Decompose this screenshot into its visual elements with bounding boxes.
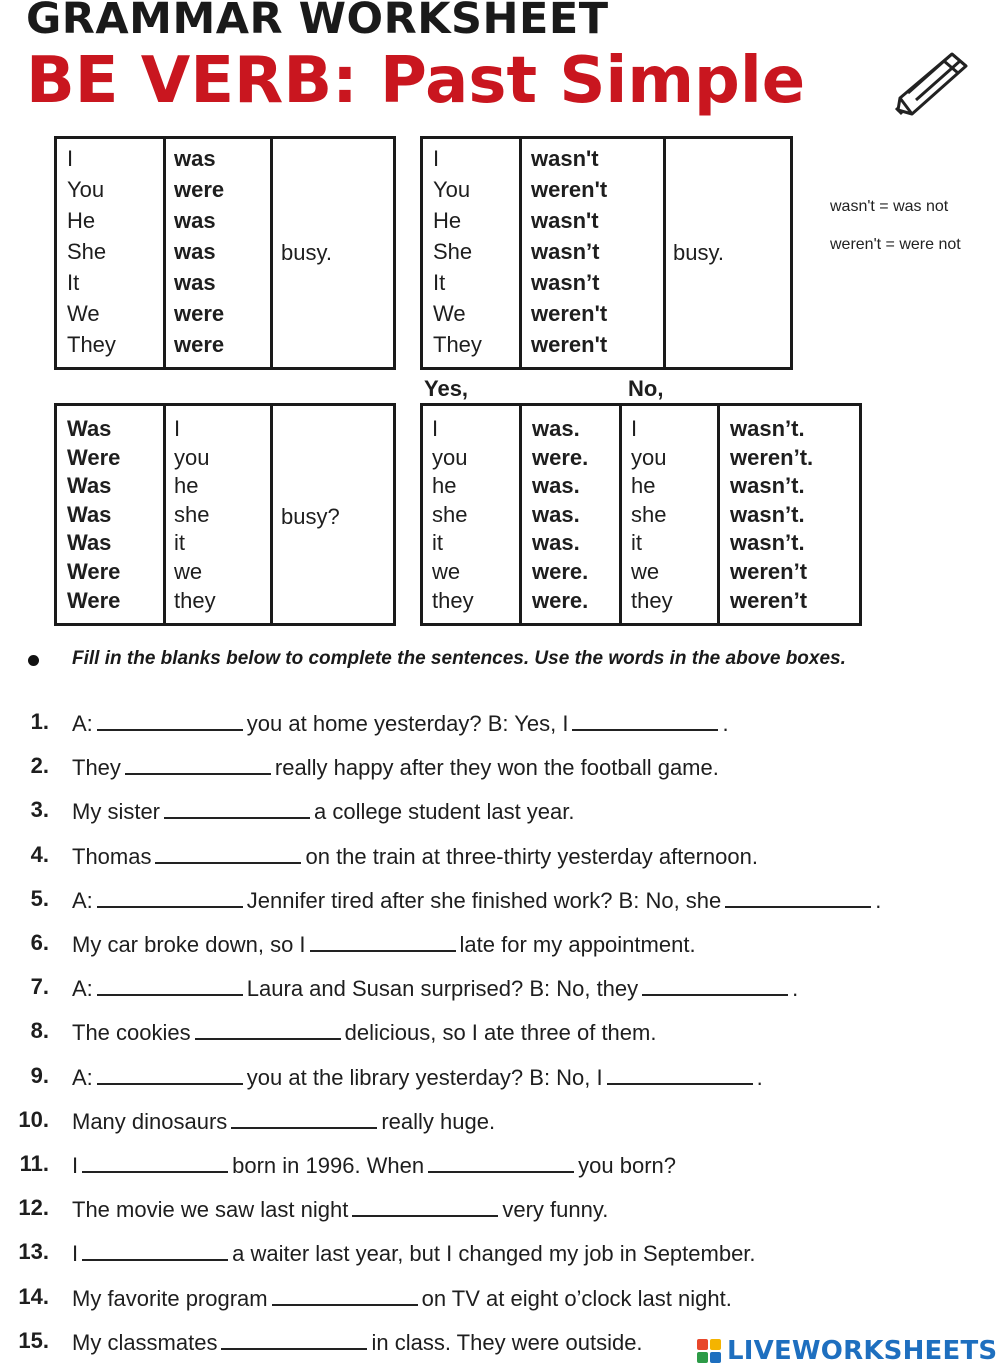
bullet-icon [28, 655, 39, 666]
affirmative-verbs-item: were [174, 177, 225, 202]
sentence-text: you at the library yesterday? B: No, I [246, 1064, 603, 1090]
sentence-text: . [756, 1064, 763, 1090]
exercise-sentence [72, 1282, 732, 1314]
negative-verbs-item: wasn’t [531, 270, 600, 295]
affirmative-subjects-item: He [67, 208, 96, 233]
exercise-sentence [72, 707, 729, 739]
sentence-text: A: [72, 1064, 93, 1090]
answers-yes_subjects-item: you [432, 444, 468, 470]
column-divider [717, 406, 721, 623]
liveworksheets-wordmark: LIVEWORKSHEETS [727, 1336, 998, 1366]
sentence-text: A: [72, 711, 93, 736]
sentence-text: . [792, 976, 799, 1002]
exercise-number: 11. [19, 1151, 49, 1176]
answer-blank[interactable] [221, 1326, 367, 1350]
column-divider [663, 139, 667, 367]
answer-blank[interactable] [97, 707, 243, 731]
negative-verbs-item: wasn't [531, 146, 599, 171]
answers-no_verbs-item: wasn’t. [730, 501, 805, 527]
answers-no_subjects-item: I [631, 416, 638, 441]
answer-blank[interactable] [155, 840, 301, 864]
exercise-number: 14. [18, 1283, 49, 1309]
sentence-text: They [72, 755, 121, 781]
sentence-text: My classmates [72, 1329, 218, 1355]
exercise-item [0, 1061, 990, 1091]
sentence-text: Thomas [72, 843, 152, 869]
answer-blank[interactable] [97, 972, 243, 996]
question-subjects-item: they [174, 587, 216, 613]
affirmative-verbs-item: was [174, 146, 216, 171]
negative-subjects-item: We [433, 301, 466, 326]
sentence-text: . [875, 887, 882, 913]
sentence-text: on TV at eight o’clock last night. [421, 1285, 732, 1311]
exercise-number: 10. [18, 1106, 49, 1132]
answers-no_subjects-item: you [631, 444, 667, 470]
negative-verbs-item: weren't [531, 332, 608, 357]
exercise-sentence [72, 1326, 643, 1358]
answers-yes_verbs-item: were. [532, 444, 589, 470]
exercise-item [0, 1149, 990, 1179]
answers-yes_verbs-item: was. [532, 530, 580, 556]
question-verbs-item: Were [67, 444, 121, 470]
exercise-sentence [72, 1149, 676, 1181]
answers-yes_verbs-item: was. [532, 416, 580, 441]
liveworksheets-mark-icon [697, 1339, 721, 1363]
answers-no_verbs-item: weren’t. [730, 444, 814, 470]
answers-no_verbs-item: wasn’t. [730, 473, 805, 499]
exercise-number: 3. [30, 797, 49, 823]
negative-verbs-item: weren't [531, 301, 608, 326]
sentence-text: Laura and Susan surprised? B: No, they [246, 976, 639, 1002]
exercise-number: 9. [30, 1062, 49, 1088]
column-divider [519, 139, 523, 367]
answers-yes_verbs-item: was. [532, 501, 580, 527]
answer-blank[interactable] [97, 884, 243, 908]
exercise-item [0, 1105, 990, 1135]
answer-blank[interactable] [231, 1105, 377, 1129]
sentence-text: Many dinosaurs [72, 1108, 228, 1134]
question-verbs-item: Were [67, 559, 121, 584]
negative-complement: busy. [673, 240, 724, 265]
question-subjects-item: we [174, 559, 203, 584]
negative-subjects-item: They [433, 332, 482, 357]
negative-subjects-item: It [433, 270, 446, 295]
sentence-text: I [72, 1153, 79, 1178]
sentence-text: My favorite program [72, 1285, 268, 1311]
column-divider [270, 139, 274, 367]
answer-blank[interactable] [164, 795, 310, 819]
affirmative-verbs-item: was [174, 208, 216, 233]
answer-blank[interactable] [725, 884, 871, 908]
exercise-sentence [72, 1016, 656, 1048]
exercise-sentence [72, 928, 696, 960]
answer-blank[interactable] [642, 972, 788, 996]
answer-blank[interactable] [607, 1061, 753, 1085]
affirmative-verbs-item: was [174, 239, 216, 264]
sentence-text: you at home yesterday? B: Yes, I [246, 711, 569, 736]
answers-no_subjects-item: it [631, 530, 642, 556]
sentence-text: I [72, 1241, 79, 1267]
sentence-text: a college student last year. [314, 799, 575, 825]
sentence-text: born in 1996. When [232, 1153, 425, 1178]
question-verbs-item: Was [67, 473, 112, 499]
answers-no_subjects-item: she [631, 501, 667, 527]
exercise-number: 13. [18, 1239, 49, 1265]
answers-yes_verbs-item: was. [532, 473, 580, 499]
sentence-text: A: [72, 976, 93, 1002]
affirmative-subjects-item: I [67, 146, 74, 171]
exercise-item [0, 1193, 990, 1223]
exercise-number: 15. [18, 1327, 49, 1353]
question-verbs-item: Was [67, 501, 112, 527]
exercise-item [0, 751, 990, 781]
answers-no_verbs-item: wasn’t. [730, 530, 805, 556]
question-verbs-item: Was [67, 416, 112, 441]
answer-blank[interactable] [352, 1193, 498, 1217]
negative-subjects-item: You [433, 177, 471, 202]
question-subjects-item: she [174, 501, 210, 527]
answer-blank[interactable] [428, 1149, 574, 1173]
answers-no_subjects-item: we [631, 559, 660, 584]
answer-blank[interactable] [125, 751, 271, 775]
exercise-number: 5. [30, 885, 49, 911]
answer-blank[interactable] [272, 1282, 418, 1306]
sentence-text: you born? [578, 1153, 677, 1178]
sentence-text: really huge. [381, 1108, 496, 1134]
exercise-item [0, 795, 990, 825]
question-subjects-item: it [174, 530, 185, 556]
sentence-text: in class. They were outside. [371, 1329, 643, 1355]
negative-subjects-item: He [433, 208, 462, 233]
worksheet-title: GRAMMAR WORKSHEET [26, 0, 609, 44]
exercise-sentence [72, 795, 575, 827]
exercise-sentence [72, 1105, 495, 1137]
contraction-note-werent: weren't = were not [830, 236, 961, 253]
exercise-sentence [72, 972, 798, 1004]
column-divider [519, 406, 523, 623]
question-verbs-item: Were [67, 587, 121, 613]
sentence-text: very funny. [502, 1197, 609, 1223]
answers-no_verbs-item: weren’t [730, 587, 808, 613]
answers-no_subjects-item: he [631, 473, 656, 499]
sentence-text: . [722, 711, 729, 736]
liveworksheets-logo [697, 1334, 997, 1368]
affirmative-subjects-item: They [67, 332, 116, 357]
answer-blank[interactable] [82, 1149, 228, 1173]
answers-yes_subjects-item: we [432, 559, 461, 584]
sentence-text: My car broke down, so I [72, 932, 306, 957]
no-label: No, [628, 376, 664, 401]
sentence-text: A: [72, 887, 93, 913]
sentence-text: late for my appointment. [459, 932, 696, 957]
negative-verbs-item: wasn't [531, 208, 599, 233]
affirmative-verbs-item: was [174, 270, 216, 295]
exercise-item [0, 707, 990, 737]
exercise-sentence [72, 884, 881, 916]
answers-yes_verbs-item: were. [532, 559, 589, 584]
exercise-item [0, 884, 990, 914]
column-divider [163, 406, 167, 623]
exercise-item [0, 840, 990, 870]
exercise-sentence [72, 1237, 756, 1269]
sentence-text: on the train at three-thirty yesterday afternoon. [305, 843, 758, 869]
sentence-text: The movie we saw last night [72, 1197, 349, 1223]
exercise-sentence [72, 1193, 608, 1225]
question-verbs-item: Was [67, 530, 112, 556]
question-subjects-item: I [174, 416, 181, 441]
column-divider [270, 406, 274, 623]
exercise-item [0, 1282, 990, 1312]
exercise-item [0, 972, 990, 1002]
answer-blank[interactable] [310, 928, 456, 952]
answers-yes_verbs-item: were. [532, 587, 589, 613]
contraction-note-wasnt: wasn't = was not [830, 198, 949, 215]
instruction-text: Fill in the blanks below to complete the sentences. Use the words in the above boxes. [72, 648, 846, 669]
answer-blank[interactable] [195, 1016, 341, 1040]
exercise-sentence [72, 840, 758, 872]
exercise-sentence [72, 751, 719, 783]
negative-subjects-item: She [433, 239, 473, 264]
answers-yes_subjects-item: she [432, 501, 468, 527]
exercise-sentence [72, 1061, 763, 1093]
worksheet-subtitle: BE VERB: Past Simple [26, 44, 806, 118]
answer-blank[interactable] [572, 707, 718, 731]
negative-verbs-item: weren't [531, 177, 608, 202]
answers-yes_subjects-item: it [432, 530, 443, 556]
exercise-item [0, 1237, 990, 1267]
affirmative-complement: busy. [281, 240, 332, 265]
sentence-text: My sister [72, 799, 160, 825]
exercise-number: 8. [30, 1018, 49, 1044]
question-complement: busy? [281, 504, 340, 529]
answer-blank[interactable] [82, 1237, 228, 1261]
answers-no_verbs-item: weren’t [730, 559, 808, 584]
negative-verbs-item: wasn’t [531, 239, 600, 264]
exercise-number: 12. [18, 1195, 49, 1221]
affirmative-verbs-item: were [174, 332, 225, 357]
negative-subjects-item: I [433, 146, 440, 171]
affirmative-subjects-item: She [67, 239, 107, 264]
column-divider [163, 139, 167, 367]
affirmative-subjects-item: We [67, 301, 100, 326]
exercise-number: 4. [30, 841, 49, 867]
sentence-text: The cookies [72, 1020, 191, 1046]
question-subjects-item: he [174, 473, 199, 499]
answer-blank[interactable] [97, 1061, 243, 1085]
exercise-number: 7. [30, 974, 49, 1000]
answers-yes_subjects-item: I [432, 416, 439, 441]
answers-yes_subjects-item: he [432, 473, 457, 499]
sentence-text: really happy after they won the football game. [274, 755, 719, 781]
affirmative-subjects-item: You [67, 177, 105, 202]
affirmative-verbs-item: were [174, 301, 225, 326]
exercise-number: 1. [30, 709, 49, 734]
answers-yes_subjects-item: they [432, 587, 474, 613]
question-subjects-item: you [174, 444, 210, 470]
sentence-text: a waiter last year, but I changed my job in September. [232, 1241, 756, 1267]
sentence-text: delicious, so I ate three of them. [344, 1020, 657, 1046]
exercise-item [0, 1016, 990, 1046]
exercise-number: 2. [30, 753, 49, 779]
sentence-text: Jennifer tired after she finished work? B: No, she [246, 887, 722, 913]
exercise-number: 6. [30, 930, 49, 955]
pencil-icon [890, 48, 980, 120]
affirmative-subjects-item: It [67, 270, 80, 295]
exercise-item [0, 928, 990, 958]
yes-label: Yes, [424, 376, 469, 401]
answers-no_subjects-item: they [631, 587, 673, 613]
column-divider [619, 406, 623, 623]
answers-no_verbs-item: wasn’t. [730, 416, 805, 441]
